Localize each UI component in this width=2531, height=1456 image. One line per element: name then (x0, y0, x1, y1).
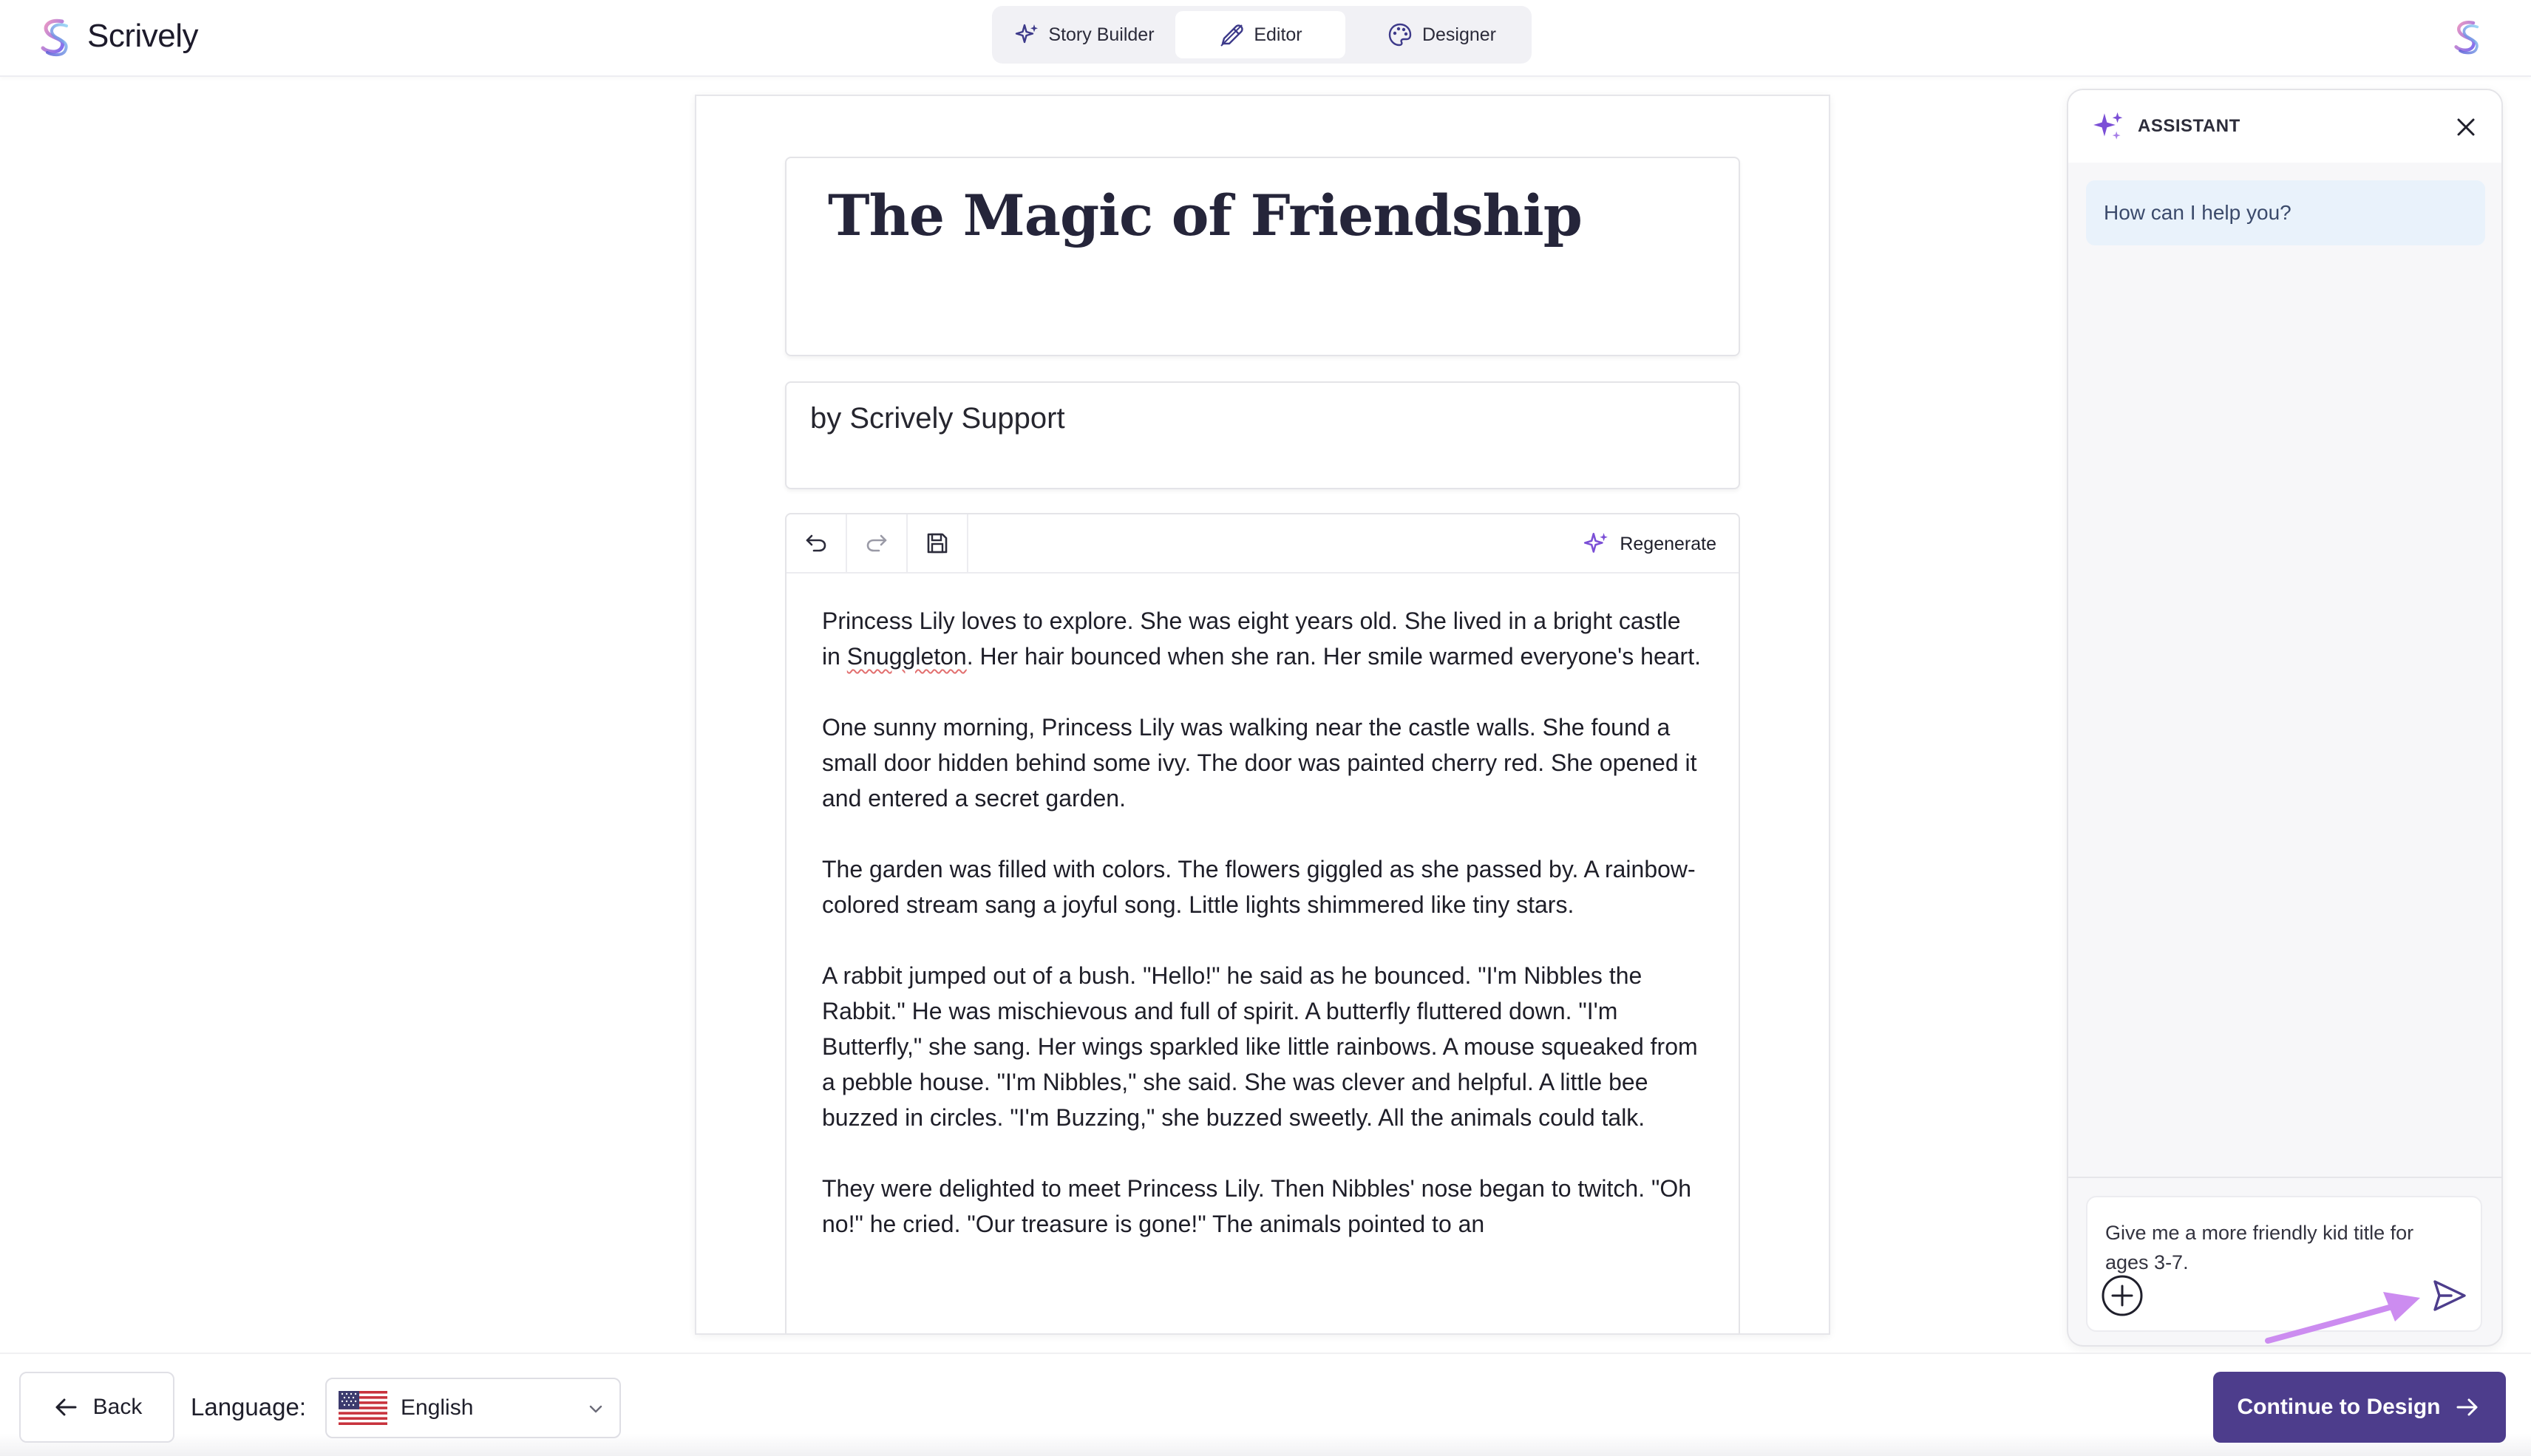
language-select[interactable] (325, 1378, 621, 1438)
palette-icon (1387, 21, 1413, 48)
plus-circle-icon (2101, 1274, 2144, 1317)
continue-to-design-button[interactable] (2213, 1372, 2506, 1443)
divider (2068, 1177, 2503, 1178)
arrow-right-icon (2453, 1393, 2481, 1421)
story-title[interactable]: The Magic of Friendship (828, 183, 1582, 248)
story-paragraph (822, 603, 1703, 674)
us-flag-icon (339, 1391, 387, 1425)
undo-button[interactable] (787, 514, 847, 572)
assistant-title: ASSISTANT (2138, 116, 2240, 136)
tab-editor[interactable] (1175, 11, 1345, 58)
scrively-mark-icon[interactable] (2447, 16, 2487, 56)
regenerate-button[interactable] (1583, 514, 1716, 574)
tab-story-builder[interactable] (996, 11, 1172, 58)
tab-designer[interactable] (1356, 11, 1527, 58)
mode-tabs (992, 6, 1532, 64)
back-label: Back (92, 1395, 143, 1419)
paragraph-text: . Her hair bounced when she ran. Her smile warmed everyone's heart. (966, 643, 1701, 670)
spelling-flagged-word[interactable]: Snuggleton (846, 643, 967, 670)
language-label: Language: (191, 1393, 306, 1421)
language-value: English (401, 1395, 474, 1420)
sparkle-icon (2090, 109, 2124, 143)
annotation-arrow-icon (2262, 1285, 2439, 1351)
story-text-editor (785, 513, 1740, 1335)
bottom-bar (0, 1353, 2531, 1456)
assistant-greeting-message: How can I help you? (2086, 180, 2485, 245)
story-title-field[interactable] (785, 157, 1740, 356)
assistant-header (2068, 90, 2501, 163)
back-button[interactable] (19, 1372, 174, 1443)
paragraph-text: Princess Lily loves to explore. She was eight years old. She lived in a bright castle in (822, 608, 1681, 670)
save-button[interactable] (908, 514, 968, 572)
redo-button[interactable] (847, 514, 908, 572)
sparkle-icon (1014, 22, 1039, 47)
undo-icon (803, 530, 829, 557)
editor-toolbar (787, 514, 1739, 574)
chevron-down-icon (585, 1398, 606, 1419)
attach-button[interactable] (2101, 1274, 2144, 1317)
story-paragraph: One sunny morning, Princess Lily was walking near the castle walls. She found a small door hidden behind some ivy. The door was painted cherry red. She opened it and entered a secret garden. (822, 714, 1697, 812)
tab-label: Story Builder (1048, 24, 1155, 45)
story-editor-card (695, 95, 1830, 1335)
scrively-logo-icon (33, 14, 77, 58)
story-paragraph: They were delighted to meet Princess Lily. Then Nibbles' nose began to twitch. "Oh no!" he cried. "Our treasure is gone!" The animals pointed to an (822, 1175, 1692, 1237)
app-name: Scrively (87, 18, 199, 54)
story-body[interactable] (787, 574, 1739, 1242)
story-paragraph: A rabbit jumped out of a bush. "Hello!" he said as he bounced. "I'm Nibbles the Rabbit." He was mischievous and full of spirit. A butterfly fluttered down. "I'm Butterfly," she sang. Her wings sparkled like little rainbows. A mouse squeaked from a pebble house. "I'm Nibbles," she said. She was clever and helpful. A little bee buzzed in circles. "I'm Buzzing," she buzzed sweetly. All the animals could talk. (822, 962, 1698, 1131)
assistant-input-text[interactable]: Give me a more friendly kid title for ages 3-7. (2105, 1222, 2414, 1273)
continue-label: Continue to Design (2237, 1395, 2441, 1419)
close-icon (2453, 115, 2479, 140)
arrow-left-icon (52, 1393, 80, 1421)
top-bar (0, 0, 2531, 77)
app-logo[interactable] (33, 13, 198, 59)
close-assistant-button[interactable] (2448, 109, 2484, 145)
save-icon (924, 530, 951, 557)
story-author[interactable]: by Scrively Support (810, 402, 1065, 435)
sparkle-icon (1583, 531, 1609, 557)
tab-label: Editor (1254, 24, 1302, 45)
assistant-panel (2067, 89, 2503, 1347)
tab-label: Designer (1421, 24, 1497, 45)
redo-icon (863, 530, 890, 557)
regenerate-label: Regenerate (1620, 533, 1716, 554)
author-field[interactable] (785, 381, 1740, 489)
pen-icon (1218, 21, 1245, 48)
story-paragraph: The garden was filled with colors. The flowers giggled as she passed by. A rainbow-colored stream sang a joyful song. Little lights shimmered like tiny stars. (822, 856, 1696, 918)
